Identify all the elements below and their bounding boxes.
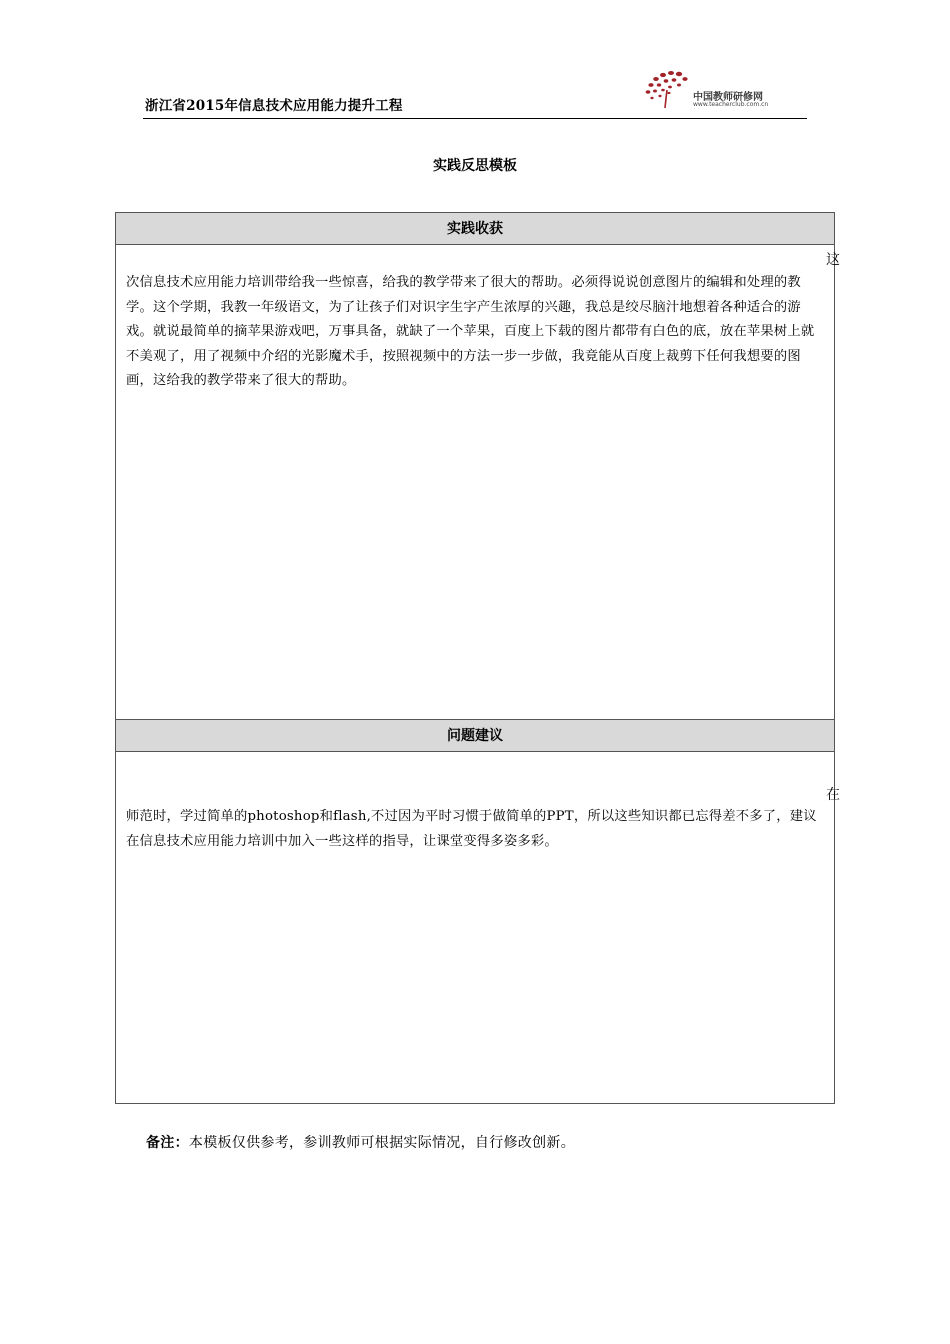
practice-gains-text: 次信息技术应用能力培训带给我一些惊喜，给我的教学带来了很大的帮助。必须得说说创意图片的编辑和处理的教学。这个学期，我教一年级语文，为了让孩子们对识字生字产生浓厚的兴趣，我总是绞尽脑汁地想着各种适合的游戏。就说最简单的摘苹果游戏吧，万事具备，就缺了一个苹果，百度上下载的图片都带有白色的底，放在苹果树上就不美观了，用了视频中介绍的光影魔术手，按照视频中的方法一步一步做，我竟能从百度上裁剪下任何我想要的图画，这给我的教学带来了很大的帮助。 <box>126 275 815 388</box>
section-heading-suggestions: 问题建议 <box>116 719 834 752</box>
logo-name: 中国教师研修网 <box>693 92 763 103</box>
suggestions-text: 师范时，学过简单的photoshop和flash,不过因为平时习惯于做简单的PPT，所以这些知识都已忘得差不多了，建议在信息技术应用能力培训中加入一些这样的指导，让课堂变得多姿多彩。 <box>126 809 817 849</box>
footnote-label: 备注： <box>146 1135 189 1151</box>
logo-url: www.teacherclub.com.cn <box>693 101 769 108</box>
section-heading-practice-gains: 实践收获 <box>116 213 834 245</box>
footnote <box>146 1132 575 1152</box>
teacherclub-logo <box>643 68 803 112</box>
suggestions-first-char: 在 <box>826 787 840 803</box>
page-header <box>143 66 807 119</box>
document-title: 实践反思模板 <box>433 158 517 174</box>
reflection-form-table <box>115 212 835 1104</box>
flower-logo-icon <box>643 68 693 112</box>
footnote-text: 本模板仅供参考，参训教师可根据实际情况，自行修改创新。 <box>188 1135 576 1151</box>
practice-gains-first-char: 这 <box>826 252 840 268</box>
header-title: 浙江省2015年信息技术应用能力提升工程 <box>145 98 403 114</box>
